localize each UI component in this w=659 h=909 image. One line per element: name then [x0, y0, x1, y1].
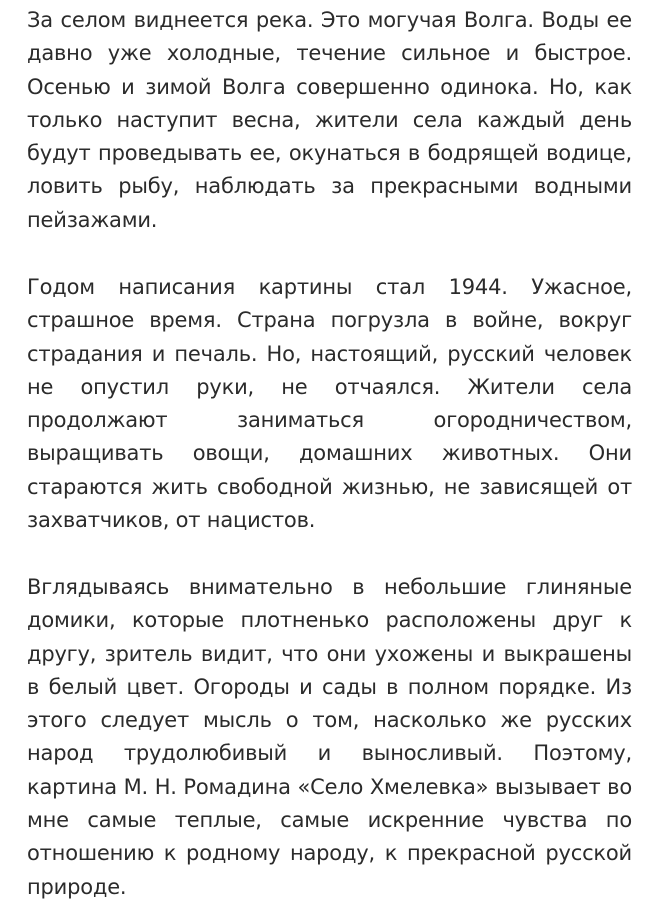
paragraph-war-time: Годом написания картины стал 1944. Ужасное, страшное время. Страна погрузла в войне, вокруг страдания и печаль. Но, настоящий, русский человек не опустил руки, не отчаялся. Жители села продолжают заниматься огородничеством, выращивать овощи, домашних животных. Они стараются жить свободной жизнью, не зависящей от захватчиков, от нацистов. — [27, 275, 632, 533]
paragraph-clay-houses: Вглядываясь внимательно в небольшие глиняные домики, которые плотненько расположены друг к другу, зритель видит, что они ухожены и выкрашены в белый цвет. Огороды и сады в полном порядке. Из этого следует мысль о том, насколько же русских народ трудолюбивый и выносливый. Поэтому, картина М. Н. Ромадина «Село Хмелевка» вызывает во мне самые теплые, самые искренние чувства по отношению к родному народу, к прекрасной русской природе. — [27, 575, 632, 899]
paragraph-volga-river: За селом виднеется река. Это могучая Волга. Воды ее давно уже холодные, течение сильное и быстрое. Осенью и зимой Волга совершенно одинока. Но, как только наступит весна, жители села каждый день будут проведывать ее, окунаться в бодрящей водице, ловить рыбу, наблюдать за прекрасными водными пейзажами. — [27, 8, 632, 232]
